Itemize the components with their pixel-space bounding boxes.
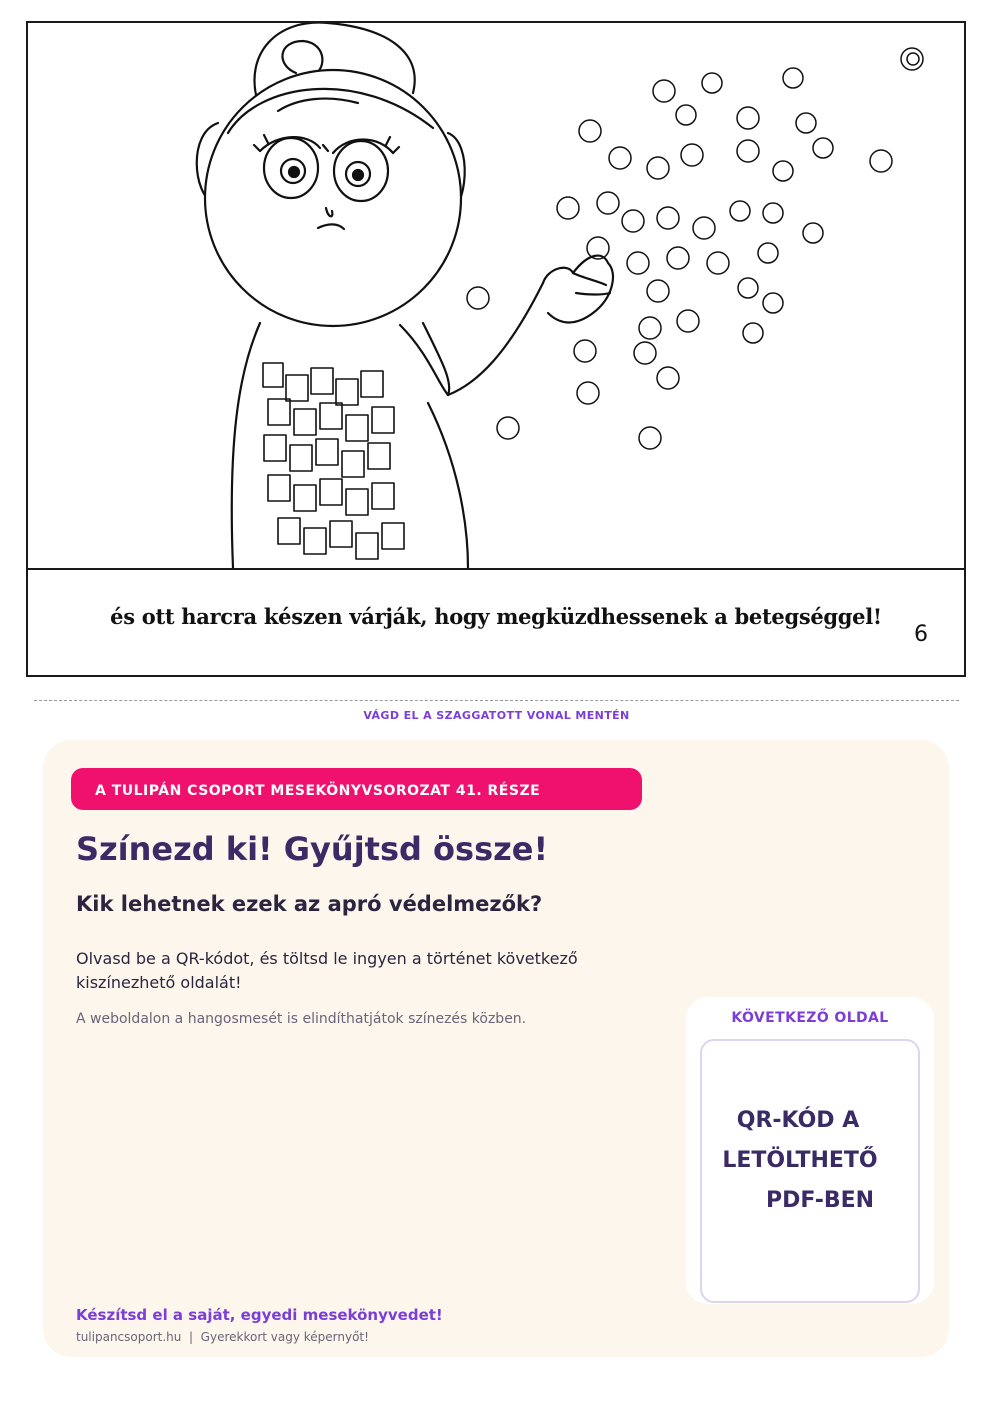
- qr-line-3: PDF-BEN: [765, 1188, 875, 1213]
- dashed-cut-line: [34, 700, 959, 701]
- story-caption: és ott harcra készen várják, hogy megküzdhessenek a betegséggel!: [110, 604, 882, 629]
- promo-footer: tulipancsoport.hu | Gyerekkort vagy képernyőt!: [76, 1330, 369, 1344]
- promo-subtitle: Kik lehetnek ezek az apró védelmezők?: [76, 892, 543, 916]
- girl-with-germs-illustration: [28, 23, 964, 568]
- cut-instruction: VÁGD EL A SZAGGATOTT VONAL MENTÉN: [363, 709, 630, 722]
- coloring-illustration: [28, 23, 964, 568]
- qr-line-2: LETÖLTHETŐ: [722, 1148, 878, 1173]
- promo-card: [43, 740, 949, 1357]
- promo-body: Olvasd be a QR-kódot, és töltsd le ingyen a történet következő kiszínezhető oldalát!: [76, 949, 578, 992]
- story-page-frame: [26, 21, 966, 677]
- qr-placeholder-text: [702, 1101, 918, 1221]
- next-page-label: KÖVETKEZŐ OLDAL: [731, 1010, 889, 1026]
- caption-strip: [28, 568, 964, 675]
- qr-code-placeholder[interactable]: [700, 1039, 920, 1303]
- page-number: 6: [914, 622, 928, 647]
- qr-line-1: QR-KÓD A: [736, 1108, 860, 1133]
- next-page-panel: [686, 997, 934, 1304]
- promo-title: Színezd ki! Gyűjtsd össze!: [76, 830, 549, 868]
- series-banner: A TULIPÁN CSOPORT MESEKÖNYVSOROZAT 41. RÉSZE: [71, 768, 642, 810]
- promo-note: A weboldalon a hangosmesét is elindíthatjátok színezés közben.: [76, 1011, 527, 1027]
- promo-cta: Készítsd el a saját, egyedi mesekönyvedet!: [76, 1306, 443, 1324]
